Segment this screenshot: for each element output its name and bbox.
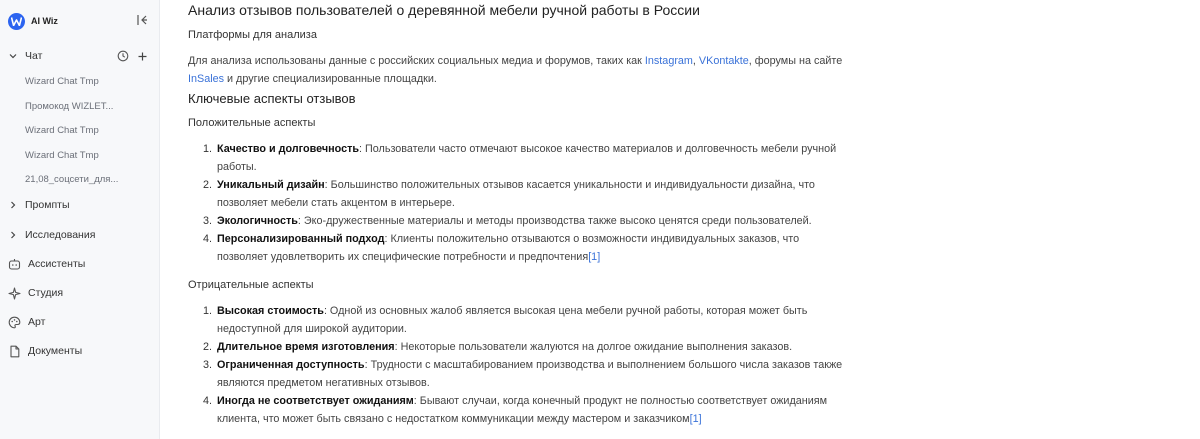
list-number: 1. (203, 305, 213, 317)
wizard-logo-icon (8, 13, 25, 30)
collapse-sidebar-icon[interactable] (135, 13, 149, 27)
positive-list (188, 140, 848, 266)
list-item (188, 230, 848, 266)
negative-list (188, 302, 848, 428)
item-title: Уникальный дизайн (217, 179, 325, 191)
sidebar-item-art[interactable] (0, 311, 160, 333)
paragraph-text: Для анализа использованы данные с российских социальных медиа и форумов, таких как (188, 55, 645, 67)
item-text: : Одной из основных жалоб является высокая цена мебели ручной работы, которая может быть недоступной для широкой аудитории. (217, 305, 808, 335)
list-number: 3. (203, 215, 213, 227)
sidebar-item-chat[interactable] (0, 45, 160, 67)
list-number: 1. (203, 143, 213, 155)
item-title: Экологичность (217, 215, 298, 227)
vkontakte-link[interactable]: VKontakte (698, 55, 749, 67)
list-item (188, 140, 848, 176)
sidebar-item-label: Исследования (25, 229, 96, 241)
page-title: Анализ отзывов пользователей о деревянной мебели ручной работы в России (188, 2, 700, 18)
chat-list-item[interactable]: Wizard Chat Tmp (25, 75, 99, 87)
list-item (188, 356, 848, 392)
chat-list-item[interactable]: 21,08_соцсети_для... (25, 173, 119, 185)
chevron-down-icon (8, 51, 18, 61)
paragraph-text: , форумы на сайте (748, 55, 843, 67)
sidebar-item-label: Документы (28, 345, 83, 357)
list-item (188, 176, 848, 212)
item-title: Высокая стоимость (217, 305, 324, 317)
assistant-icon (8, 258, 21, 271)
sidebar-item-prompts[interactable] (0, 194, 160, 216)
citation-link[interactable]: [1] (689, 413, 702, 425)
item-title: Длительное время изготовления (217, 341, 395, 353)
key-aspects-heading: Ключевые аспекты отзывов (188, 91, 356, 106)
negative-heading: Отрицательные аспекты (188, 279, 314, 291)
item-text: : Трудности с масштабированием производства и выполнением большого числа заказов также являются предметом негативных отзывов. (217, 359, 843, 389)
positive-heading: Положительные аспекты (188, 117, 316, 129)
insales-link[interactable]: InSales (188, 73, 225, 85)
item-title: Иногда не соответствует ожиданиям (217, 395, 414, 407)
item-text: : Большинство положительных отзывов касается уникальности и индивидуальности дизайна, что позволяет мебели стать акцентом в интерьере. (217, 179, 815, 209)
sidebar-item-label: Арт (28, 316, 46, 328)
item-title: Персонализированный подход (217, 233, 385, 245)
list-item (188, 392, 848, 428)
list-number: 4. (203, 233, 213, 245)
palette-icon (8, 316, 21, 329)
instagram-link[interactable]: Instagram (644, 55, 693, 67)
item-text: : Бывают случаи, когда конечный продукт не полностью соответствует ожиданиям клиента, что может быть связано с недостатком коммуникации между мастером и заказчиком (217, 395, 828, 425)
platforms-heading: Платформы для анализа (188, 29, 317, 41)
chevron-right-icon (8, 200, 18, 210)
chat-list-item[interactable]: Wizard Chat Tmp (25, 124, 99, 136)
paragraph-text: , (692, 55, 699, 67)
list-number: 3. (203, 359, 213, 371)
item-text: : Пользователи часто отмечают высокое качество материалов и долговечность мебели ручной работы. (217, 143, 837, 173)
item-text: : Клиенты положительно отзываются о возможности индивидуальных заказов, что позволяет удовлетворить их специфические потребности и предпочтения (217, 233, 800, 263)
sidebar-item-label: Промпты (25, 199, 70, 211)
sidebar-item-label: Чат (25, 50, 43, 62)
sidebar-item-documents[interactable] (0, 340, 160, 362)
plus-icon[interactable] (137, 51, 148, 62)
paragraph-text: и другие специализированные площадки. (224, 73, 437, 85)
chat-list-item[interactable]: Промокод WIZLET... (25, 100, 114, 112)
chevron-right-icon (8, 230, 18, 240)
sidebar-item-research[interactable] (0, 224, 160, 246)
sidebar-item-label: Ассистенты (28, 258, 86, 270)
sidebar-item-studio[interactable] (0, 282, 160, 304)
item-text: : Некоторые пользователи жалуются на долгое ожидание выполнения заказов. (394, 341, 793, 353)
item-title: Качество и долговечность (217, 143, 359, 155)
list-item (188, 338, 848, 356)
document-icon (8, 345, 21, 358)
list-item (188, 302, 848, 338)
sidebar (0, 0, 160, 439)
brand-name: AI Wiz (31, 16, 58, 26)
citation-link[interactable]: [1] (588, 251, 601, 263)
platforms-paragraph (188, 52, 848, 88)
list-number: 2. (203, 341, 213, 353)
list-number: 2. (203, 179, 213, 191)
brand[interactable] (8, 11, 58, 31)
sidebar-item-assistants[interactable] (0, 253, 160, 275)
history-icon[interactable] (117, 50, 129, 62)
sparkle-icon (8, 287, 21, 300)
item-text: : Эко-дружественные материалы и методы производства также высоко ценятся среди пользователей. (297, 215, 812, 227)
sidebar-item-label: Студия (28, 287, 64, 299)
list-item (188, 212, 848, 230)
chat-list-item[interactable]: Wizard Chat Tmp (25, 149, 99, 161)
list-number: 4. (203, 395, 213, 407)
item-title: Ограниченная доступность (217, 359, 365, 371)
